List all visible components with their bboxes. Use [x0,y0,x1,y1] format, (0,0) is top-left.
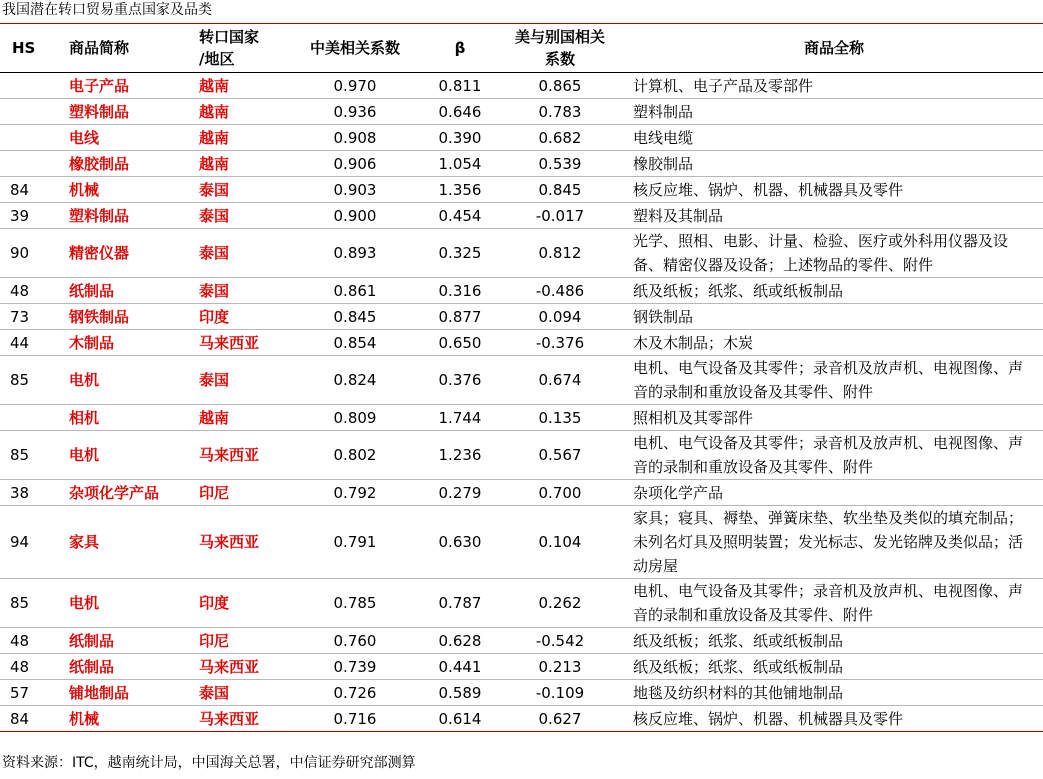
table-row [0,356,1043,405]
cell-country: 印尼 [185,480,285,506]
cell-beta: 1.054 [425,151,495,177]
cell-us-other-corr: -0.542 [495,628,625,654]
cell-country: 越南 [185,99,285,125]
cell-full-name: 照相机及其零部件 [625,405,1043,431]
header-us-other-corr [495,24,625,73]
cell-full-name: 电线电缆 [625,125,1043,151]
table-row [0,506,1043,579]
cell-beta: 0.614 [425,706,495,732]
cell-full-name: 塑料制品 [625,99,1043,125]
cell-hs [0,99,55,125]
cell-hs: 94 [0,506,55,579]
cell-us-other-corr: -0.109 [495,680,625,706]
header-name: 商品简称 [55,24,185,73]
cell-country: 马来西亚 [185,706,285,732]
cell-us-china-corr: 0.854 [285,330,425,356]
table-row [0,480,1043,506]
cell-beta: 0.454 [425,203,495,229]
cell-full-name: 核反应堆、锅炉、机器、机械器具及零件 [625,706,1043,732]
cell-us-china-corr: 0.824 [285,356,425,405]
cell-hs [0,73,55,99]
cell-beta: 0.628 [425,628,495,654]
cell-us-other-corr: -0.376 [495,330,625,356]
cell-country: 越南 [185,73,285,99]
cell-beta: 0.650 [425,330,495,356]
cell-us-china-corr: 0.906 [285,151,425,177]
cell-beta: 0.811 [425,73,495,99]
cell-hs: 39 [0,203,55,229]
cell-full-name: 纸及纸板；纸浆、纸或纸板制品 [625,628,1043,654]
cell-beta: 0.376 [425,356,495,405]
header-us-other-corr-line1: 美与别国相关 [514,28,605,46]
cell-name: 塑料制品 [55,99,185,125]
cell-beta: 0.441 [425,654,495,680]
cell-full-name: 地毯及纺织材料的其他铺地制品 [625,680,1043,706]
cell-us-china-corr: 0.802 [285,431,425,480]
cell-full-name: 纸及纸板；纸浆、纸或纸板制品 [625,654,1043,680]
cell-name: 电机 [55,579,185,628]
cell-country: 马来西亚 [185,330,285,356]
cell-country: 印度 [185,304,285,330]
cell-us-china-corr: 0.970 [285,73,425,99]
cell-hs: 84 [0,706,55,732]
cell-hs: 73 [0,304,55,330]
cell-us-other-corr: 0.682 [495,125,625,151]
cell-us-other-corr: 0.213 [495,654,625,680]
table-row [0,654,1043,680]
cell-country: 泰国 [185,229,285,278]
header-country-line1: 转口国家 [199,28,260,46]
table-row [0,706,1043,732]
cell-name: 相机 [55,405,185,431]
table-row [0,431,1043,480]
cell-name: 机械 [55,177,185,203]
cell-us-china-corr: 0.809 [285,405,425,431]
cell-beta: 0.589 [425,680,495,706]
cell-full-name: 木及木制品；木炭 [625,330,1043,356]
cell-hs: 48 [0,278,55,304]
table-row [0,278,1043,304]
cell-us-other-corr: 0.539 [495,151,625,177]
cell-full-name: 电机、电气设备及其零件；录音机及放声机、电视图像、声音的录制和重放设备及其零件、附件 [625,431,1043,480]
cell-name: 橡胶制品 [55,151,185,177]
header-country-line2: /地区 [199,50,235,68]
cell-beta: 0.316 [425,278,495,304]
cell-us-other-corr: 0.094 [495,304,625,330]
cell-us-other-corr: 0.135 [495,405,625,431]
cell-us-other-corr: 0.104 [495,506,625,579]
cell-name: 家具 [55,506,185,579]
cell-country: 印尼 [185,628,285,654]
table-body [0,73,1043,732]
table-row [0,628,1043,654]
cell-name: 电机 [55,356,185,405]
table-header [0,24,1043,73]
cell-hs [0,151,55,177]
cell-hs: 48 [0,628,55,654]
cell-us-china-corr: 0.739 [285,654,425,680]
table-row [0,177,1043,203]
cell-us-other-corr: 0.674 [495,356,625,405]
header-us-china-corr: 中美相关系数 [285,24,425,73]
cell-us-other-corr: 0.783 [495,99,625,125]
table-row [0,304,1043,330]
cell-us-other-corr: 0.627 [495,706,625,732]
cell-name: 电机 [55,431,185,480]
cell-us-other-corr: 0.812 [495,229,625,278]
cell-full-name: 塑料及其制品 [625,203,1043,229]
cell-country: 越南 [185,405,285,431]
cell-hs: 85 [0,579,55,628]
table-row [0,680,1043,706]
cell-hs: 44 [0,330,55,356]
cell-country: 马来西亚 [185,431,285,480]
cell-beta: 1.236 [425,431,495,480]
cell-full-name: 计算机、电子产品及零部件 [625,73,1043,99]
cell-hs [0,405,55,431]
cell-beta: 0.325 [425,229,495,278]
cell-country: 泰国 [185,356,285,405]
cell-full-name: 橡胶制品 [625,151,1043,177]
cell-name: 塑料制品 [55,203,185,229]
cell-country: 泰国 [185,278,285,304]
cell-country: 泰国 [185,203,285,229]
cell-beta: 1.744 [425,405,495,431]
table-row [0,579,1043,628]
cell-us-china-corr: 0.785 [285,579,425,628]
cell-country: 越南 [185,125,285,151]
cell-hs: 90 [0,229,55,278]
cell-us-china-corr: 0.716 [285,706,425,732]
cell-hs: 85 [0,356,55,405]
table-row [0,73,1043,99]
cell-us-china-corr: 0.908 [285,125,425,151]
cell-us-china-corr: 0.861 [285,278,425,304]
header-country [185,24,285,73]
cell-us-china-corr: 0.903 [285,177,425,203]
source-note: 资料来源：ITC，越南统计局，中国海关总署，中信证券研究部测算 [2,755,416,771]
table-row [0,330,1043,356]
cell-name: 木制品 [55,330,185,356]
cell-name: 杂项化学产品 [55,480,185,506]
cell-full-name: 杂项化学产品 [625,480,1043,506]
cell-us-other-corr: -0.017 [495,203,625,229]
cell-hs: 48 [0,654,55,680]
cell-us-other-corr: 0.567 [495,431,625,480]
cell-name: 电子产品 [55,73,185,99]
cell-us-china-corr: 0.893 [285,229,425,278]
cell-beta: 1.356 [425,177,495,203]
cell-us-other-corr: -0.486 [495,278,625,304]
cell-country: 印度 [185,579,285,628]
cell-us-china-corr: 0.726 [285,680,425,706]
cell-name: 纸制品 [55,654,185,680]
cell-us-other-corr: 0.262 [495,579,625,628]
cell-full-name: 钢铁制品 [625,304,1043,330]
cell-name: 机械 [55,706,185,732]
cell-beta: 0.390 [425,125,495,151]
cell-full-name: 电机、电气设备及其零件；录音机及放声机、电视图像、声音的录制和重放设备及其零件、附件 [625,356,1043,405]
table-row [0,203,1043,229]
header-us-other-corr-line2: 系数 [544,50,575,68]
cell-beta: 0.877 [425,304,495,330]
table-row [0,405,1043,431]
table-row [0,125,1043,151]
cell-name: 钢铁制品 [55,304,185,330]
cell-country: 泰国 [185,680,285,706]
cell-us-china-corr: 0.791 [285,506,425,579]
cell-us-other-corr: 0.845 [495,177,625,203]
cell-hs: 84 [0,177,55,203]
cell-beta: 0.630 [425,506,495,579]
cell-beta: 0.787 [425,579,495,628]
header-full-name: 商品全称 [625,24,1043,73]
cell-hs [0,125,55,151]
cell-full-name: 电机、电气设备及其零件；录音机及放声机、电视图像、声音的录制和重放设备及其零件、附件 [625,579,1043,628]
cell-us-china-corr: 0.845 [285,304,425,330]
table-row [0,151,1043,177]
cell-name: 铺地制品 [55,680,185,706]
cell-hs: 85 [0,431,55,480]
cell-full-name: 纸及纸板；纸浆、纸或纸板制品 [625,278,1043,304]
cell-country: 越南 [185,151,285,177]
trade-table [0,24,1043,732]
cell-full-name: 核反应堆、锅炉、机器、机械器具及零件 [625,177,1043,203]
cell-name: 电线 [55,125,185,151]
cell-full-name: 家具；寝具、褥垫、弹簧床垫、软坐垫及类似的填充制品；未列名灯具及照明装置；发光标志、发光铭牌及类似品；活动房屋 [625,506,1043,579]
cell-country: 马来西亚 [185,654,285,680]
cell-us-china-corr: 0.792 [285,480,425,506]
cell-country: 泰国 [185,177,285,203]
cell-us-china-corr: 0.900 [285,203,425,229]
cell-name: 纸制品 [55,278,185,304]
cell-beta: 0.279 [425,480,495,506]
cell-hs: 57 [0,680,55,706]
cell-us-other-corr: 0.865 [495,73,625,99]
cell-us-china-corr: 0.936 [285,99,425,125]
cell-country: 马来西亚 [185,506,285,579]
cell-beta: 0.646 [425,99,495,125]
cell-us-china-corr: 0.760 [285,628,425,654]
table-title: 我国潜在转口贸易重点国家及品类 [2,2,212,18]
header-beta: β [425,24,495,73]
header-hs: HS [0,24,55,73]
cell-us-other-corr: 0.700 [495,480,625,506]
cell-name: 纸制品 [55,628,185,654]
table-row [0,99,1043,125]
table-row [0,229,1043,278]
cell-hs: 38 [0,480,55,506]
cell-name: 精密仪器 [55,229,185,278]
cell-full-name: 光学、照相、电影、计量、检验、医疗或外科用仪器及设备、精密仪器及设备；上述物品的零件、附件 [625,229,1043,278]
